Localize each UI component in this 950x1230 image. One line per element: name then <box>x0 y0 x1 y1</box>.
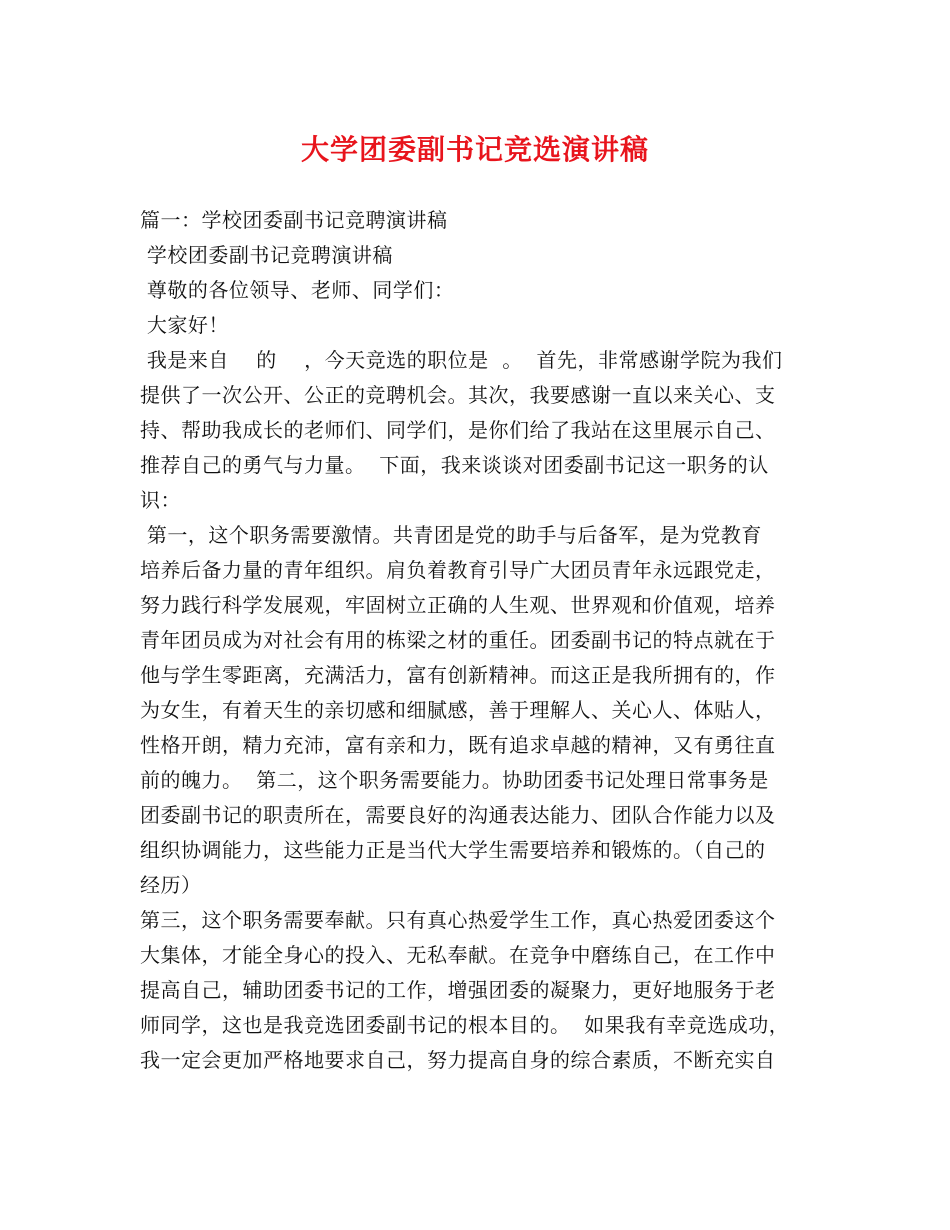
document-title: 大学团委副书记竞选演讲稿 <box>300 133 649 166</box>
text-line: 提高自己，辅助团委书记的工作，增强团委的凝聚力，更好地服务于老 <box>140 978 776 1002</box>
text-line: 尊敬的各位领导、老师、同学们： <box>140 278 455 302</box>
text-line: 篇一：学校团委副书记竞聘演讲稿 <box>140 208 448 232</box>
text-line: 培养后备力量的青年组织。肩负着教育引导广大团员青年永远跟党走， <box>140 558 776 582</box>
text-line: 组织协调能力，这些能力正是当代大学生需要培养和锻炼的。（自己的 <box>140 838 766 862</box>
text-line: 大家好！ <box>140 313 229 337</box>
text-line: 识： <box>140 488 181 512</box>
text-line: 为女生，有着天生的亲切感和细腻感，善于理解人、关心人、体贴人， <box>140 698 776 722</box>
text-line: 学校团委副书记竞聘演讲稿 <box>140 243 393 267</box>
text-line: 提供了一次公开、公正的竞聘机会。其次，我要感谢一直以来关心、支 <box>140 383 776 407</box>
text-line: 青年团员成为对社会有用的栋梁之材的重任。团委副书记的特点就在于 <box>140 628 776 652</box>
text-line: 持、帮助我成长的老师们、同学们，是你们给了我站在这里展示自己、 <box>140 418 776 442</box>
text-line: 我是来自 的 ，今天竞选的职位是 。 首先，非常感谢学院为我们 <box>140 348 783 372</box>
text-line: 经历） <box>140 873 202 897</box>
text-line: 第一，这个职务需要激情。共青团是党的助手与后备军，是为党教育 <box>140 523 762 547</box>
text-line: 第三，这个职务需要奉献。只有真心热爱学生工作，真心热爱团委这个 <box>140 908 776 932</box>
text-line: 我一定会更加严格地要求自己，努力提高自身的综合素质，不断充实自 <box>140 1048 776 1072</box>
text-line: 努力践行科学发展观，牢固树立正确的人生观、世界观和价值观，培养 <box>140 593 776 617</box>
text-line: 大集体，才能全身心的投入、无私奉献。在竞争中磨练自己，在工作中 <box>140 943 776 967</box>
text-line: 性格开朗，精力充沛，富有亲和力，既有追求卓越的精神，又有勇往直 <box>140 733 776 757</box>
document-body <box>140 203 820 1078</box>
text-line: 团委副书记的职责所在，需要良好的沟通表达能力、团队合作能力以及 <box>140 803 776 827</box>
text-line: 推荐自己的勇气与力量。 下面，我来谈谈对团委副书记这一职务的认 <box>140 453 769 477</box>
text-line: 师同学，这也是我竞选团委副书记的根本目的。 如果我有幸竞选成功， <box>140 1013 790 1037</box>
text-line: 前的魄力。 第二，这个职务需要能力。协助团委书记处理日常事务是 <box>140 768 769 792</box>
text-line: 他与学生零距离，充满活力，富有创新精神。而这正是我所拥有的，作 <box>140 663 776 687</box>
